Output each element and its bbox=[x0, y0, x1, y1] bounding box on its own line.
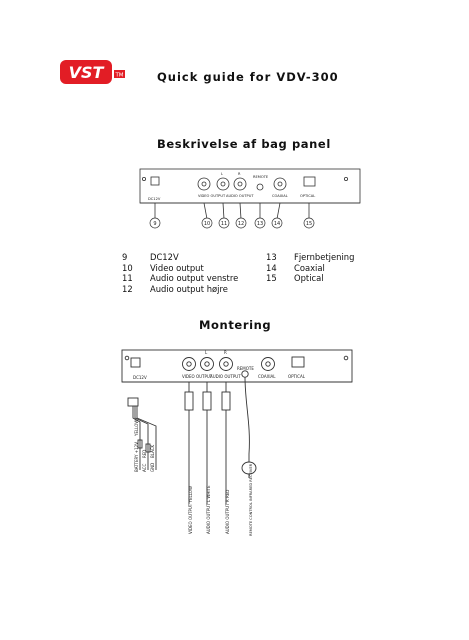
legend-item bbox=[122, 273, 238, 284]
wiring-audio-r-jack bbox=[220, 358, 233, 371]
wire-label-red: RED bbox=[142, 449, 147, 458]
legend-item bbox=[266, 263, 354, 274]
cable-label-video: VIDEO OUTPUT YELLOW bbox=[188, 486, 193, 534]
dc-jack bbox=[151, 177, 159, 185]
video-jack bbox=[198, 178, 210, 190]
callout-13-label: 13 bbox=[256, 221, 264, 227]
wiring-label-optical: OPTICAL bbox=[288, 374, 305, 379]
rca-plug-audio-l bbox=[203, 392, 211, 410]
wiring-label-r: R bbox=[224, 350, 227, 355]
wiring-label-coaxial: COAXIAL bbox=[258, 374, 276, 379]
wire-label-gnd: GND bbox=[150, 462, 155, 472]
callout-12-label: 12 bbox=[237, 221, 245, 227]
wire-label-battery: BATTERY +12V bbox=[134, 442, 139, 472]
callout-10-label: 10 bbox=[203, 221, 211, 227]
legend-number: 13 bbox=[266, 252, 277, 262]
cable-label-audio-l: AUDIO OUTPUT L WHITE bbox=[206, 485, 211, 534]
logo-text: VST bbox=[68, 63, 104, 82]
wire-label-yellow: YELLOW bbox=[134, 419, 139, 436]
legend-number: 12 bbox=[122, 283, 133, 294]
panel-label-remote: REMOTE bbox=[253, 175, 269, 179]
logo-mark: TM bbox=[115, 72, 124, 79]
wire-label-acc: ACC bbox=[142, 463, 147, 472]
rca-plug-audio-r bbox=[222, 392, 230, 410]
legend-item bbox=[266, 273, 354, 284]
callout-9-label: 9 bbox=[153, 221, 157, 227]
panel-label-l: L bbox=[221, 172, 224, 176]
legend-item bbox=[266, 252, 354, 263]
wiring-label-l: L bbox=[205, 350, 208, 355]
coaxial-jack bbox=[274, 178, 286, 190]
wiring-diagram bbox=[118, 344, 356, 540]
legend-number: 14 bbox=[266, 262, 277, 273]
vst-logo bbox=[60, 58, 126, 86]
legend-number: 15 bbox=[266, 273, 277, 284]
wiring-video-jack bbox=[183, 358, 196, 371]
wire-label-black: BLACK bbox=[150, 444, 155, 458]
panel-label-audio: AUDIO OUTPUT bbox=[226, 194, 254, 198]
legend-label: Audio output venstre bbox=[150, 273, 239, 284]
legend-item bbox=[122, 284, 238, 295]
legend-label: Optical bbox=[294, 273, 324, 284]
audio-l-jack bbox=[217, 178, 229, 190]
audio-r-jack bbox=[234, 178, 246, 190]
power-plug bbox=[128, 398, 138, 406]
legend-left bbox=[122, 252, 238, 294]
cable-remote bbox=[245, 377, 249, 462]
section-heading-rear-panel: Beskrivelse af bag panel bbox=[157, 137, 331, 151]
document-title: Quick guide for VDV-300 bbox=[157, 70, 339, 84]
wiring-remote-jack bbox=[242, 371, 248, 377]
panel-label-dc: DC12V bbox=[148, 197, 161, 201]
legend-label: Audio output højre bbox=[150, 283, 228, 294]
rear-panel-diagram bbox=[137, 167, 363, 232]
legend-item bbox=[122, 263, 238, 274]
callout-15-label: 15 bbox=[305, 221, 313, 227]
legend-label: DC12V bbox=[150, 252, 179, 262]
legend-right bbox=[266, 252, 354, 284]
optical-port bbox=[304, 177, 315, 186]
section-heading-mounting: Montering bbox=[199, 318, 272, 332]
legend-label: Video output bbox=[150, 262, 204, 273]
legend-number: 10 bbox=[122, 262, 133, 273]
wiring-optical-port bbox=[292, 357, 304, 367]
panel-label-coaxial: COAXIAL bbox=[272, 194, 288, 198]
panel-label-video: VIDEO OUTPUT bbox=[198, 194, 226, 198]
wiring-label-audio: AUDIO OUTPUT bbox=[210, 374, 241, 379]
callout-14-label: 14 bbox=[273, 221, 281, 227]
wiring-audio-l-jack bbox=[201, 358, 214, 371]
cable-label-remote: REMOTE CONTROL INFRARED RECEIVER bbox=[249, 463, 253, 536]
cable-label-audio-r: AUDIO OUTPUT R RED bbox=[225, 489, 230, 534]
legend-number: 9 bbox=[122, 252, 128, 262]
legend-number: 11 bbox=[122, 273, 133, 284]
panel-label-r: R bbox=[238, 172, 241, 176]
remote-jack bbox=[257, 184, 263, 190]
wiring-label-remote: REMOTE bbox=[237, 366, 254, 371]
legend-label: Fjernbetjening bbox=[294, 252, 355, 262]
wiring-dc-jack bbox=[131, 358, 140, 367]
wiring-label-video: VIDEO OUTPUT bbox=[182, 374, 213, 379]
legend-label: Coaxial bbox=[294, 262, 325, 273]
wiring-coaxial-jack bbox=[262, 358, 275, 371]
panel-label-optical: OPTICAL bbox=[300, 194, 316, 198]
wiring-label-dc: DC12V bbox=[133, 375, 147, 380]
callout-11-label: 11 bbox=[220, 221, 228, 227]
rca-plug-video bbox=[185, 392, 193, 410]
legend-item bbox=[122, 252, 238, 263]
